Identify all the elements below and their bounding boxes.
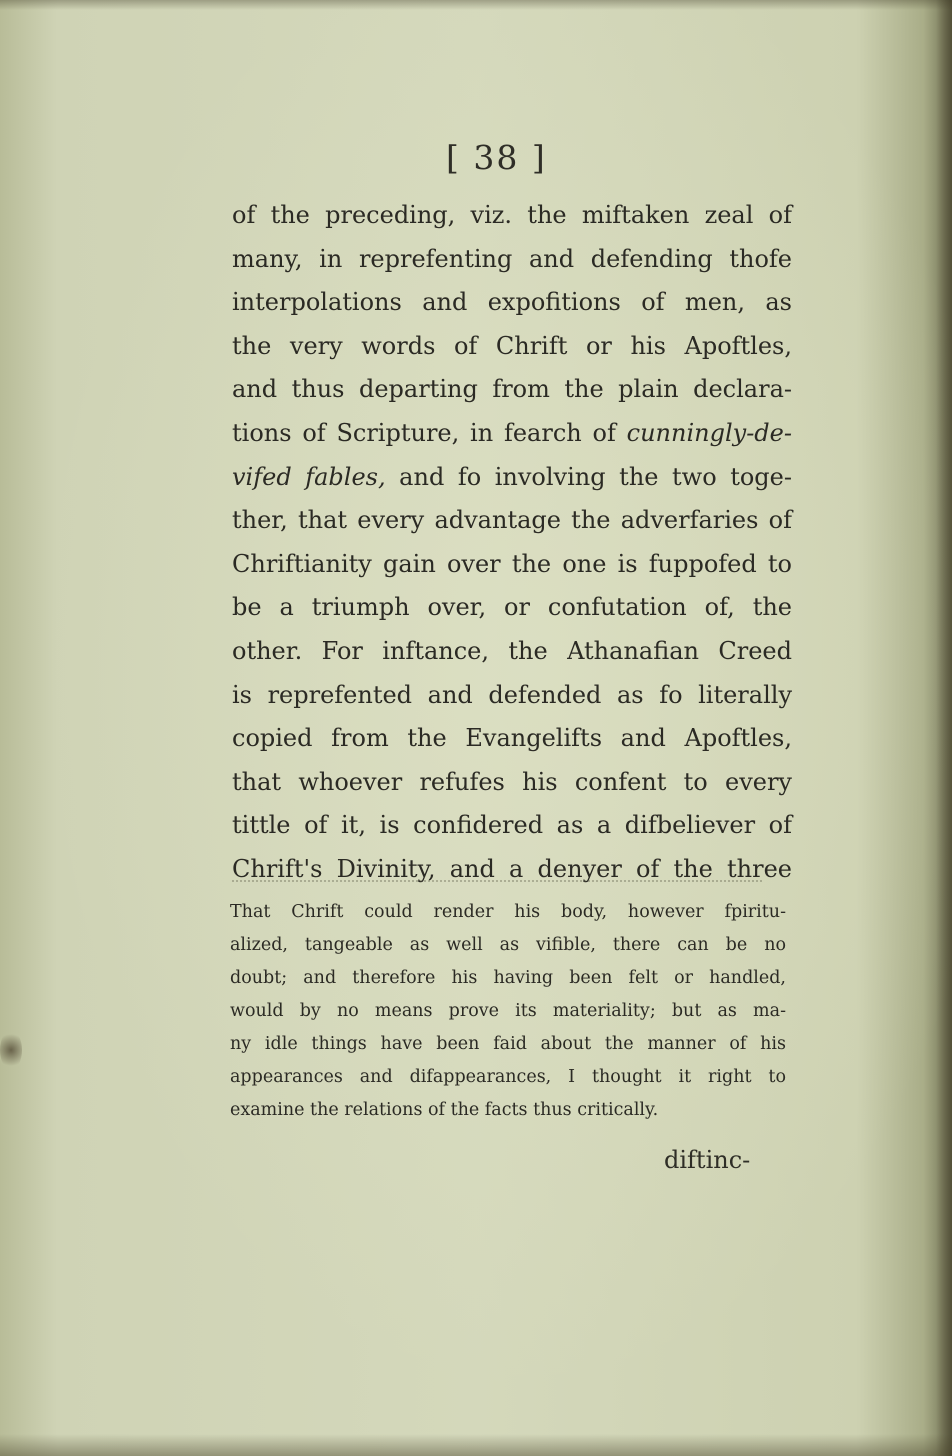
footnote-line: appearances and difappearances, I thought it right to: [230, 1067, 786, 1087]
footnote-line: examine the relations of the facts thus critically.: [230, 1100, 659, 1120]
text-line: tittle of it, is confidered as a difbeliever of: [232, 811, 792, 840]
page-bottom-shadow: [0, 1434, 952, 1456]
text-line: [232, 412, 792, 456]
footnote: [230, 896, 786, 1127]
footnote-line: ny idle things have been faid about the manner of his: [230, 1034, 786, 1054]
text-line: of the preceding, viz. the miftaken zeal of: [232, 201, 792, 229]
page-number: [ 38 ]: [446, 138, 547, 177]
footnote-divider: [232, 880, 762, 884]
text-line: [232, 456, 792, 500]
text-line-italic: cunningly-de-: [626, 418, 792, 447]
text-line: copied from the Evangelifts and Apoftles,: [232, 724, 792, 753]
catchword: diftinc-: [664, 1146, 751, 1174]
text-line: be a triumph over, or confutation of, the: [232, 593, 792, 622]
footnote-line: doubt; and therefore his having been felt or handled,: [230, 968, 786, 988]
text-line-roman: and fo involving the two toge-: [385, 462, 792, 491]
text-line-italic: vifed fables,: [232, 462, 386, 491]
text-line: and thus departing from the plain declara-: [232, 375, 792, 404]
main-text: [232, 194, 792, 892]
text-line: Chrift's Divinity, and a denyer of the three: [232, 854, 792, 883]
page-edge-shadow: [936, 0, 952, 1456]
text-line: interpolations and expofitions of men, as: [232, 288, 792, 317]
text-line: other. For inftance, the Athanafian Creed: [232, 636, 792, 665]
page-top-shadow: [0, 0, 952, 10]
text-line: Chriftianity gain over the one is fuppofed to: [232, 549, 792, 578]
footnote-line: That Chrift could render his body, however fpiritu-: [230, 902, 786, 922]
text-line: many, in reprefenting and defending thofe: [232, 244, 792, 273]
text-line: ther, that every advantage the adverfaries of: [232, 506, 792, 535]
text-line: is reprefented and defended as fo literally: [232, 680, 792, 709]
footnote-line: alized, tangeable as well as vifible, there can be no: [230, 935, 786, 955]
footnote-line: would by no means prove its materiality; but as ma-: [230, 1001, 786, 1021]
text-line: the very words of Chrift or his Apoftles,: [232, 331, 792, 360]
text-line: that whoever refufes his confent to every: [232, 767, 792, 796]
margin-stain: [0, 1030, 22, 1070]
text-line-roman: tions of Scripture, in fearch of: [232, 418, 616, 447]
